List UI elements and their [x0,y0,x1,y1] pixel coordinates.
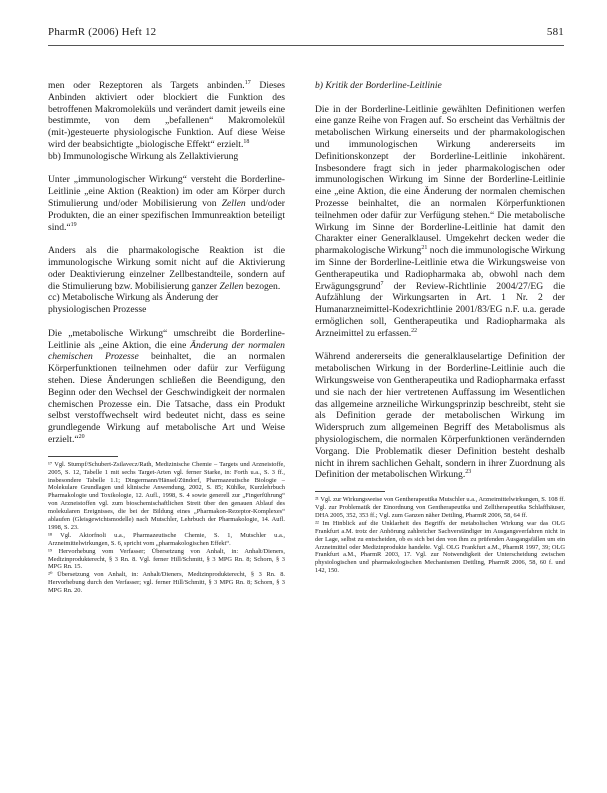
footnote-20: ²⁰ Übersetzung von Anhalt, in: Anhalt/Dieners, Medizinprodukterecht, § 3 Rn. 8. Hervorhebung durch den Verfasser; vgl. ferner Hill/Schmitt, § 3 MPG Rn. 8; Schorn, § 3 MPG Rn. 20. [48,571,285,595]
journal-citation: PharmR (2006) Heft 12 [48,26,157,38]
section-heading-cc-line2: physiologischen Prozesse [48,304,147,316]
section-heading-bb: bb) Immunologische Wirkung als Zellaktivierung [48,150,239,162]
paragraph-kritik: Die in der Borderline-Leitlinie gewählten Definitionen werfen eine ganze Reihe von Fragen auf. So erscheint das Verhältnis der metabolischen Wirkung einerseits und der pharmakologischen und immunologischen Wirkung andererseits im Definitionskonzept der Borderline-Leitlinie inkohärent. Insbesondere fragt sich in jeder pharmakologischen oder immunologischen Wirkung im Sinne der Borderline-Leitlinie eine „eine Aktion, die eine Änderung der normalen chemischen Prozesse beinhaltet, die an normalen Körperfunktionen teilnehmen oder dafür zur Verfügung stehen.“ Die metabolische Wirkung im Sinne der Borderline-Leitlinie hat damit den Charakter einer Generalklausel. Umgekehrt decken weder die pharmakologische Wirkung$^{21}$ noch die immunologische Wirkung im Sinne der Borderline-Leitlinie etwa die Wirkungsweise von Gentherapeutika und Radiopharmaka ab, obwohl nach dem Erwägungsgrund$^7$ der Review-Richtlinie 2004/27/EG die Aufzählung der Wirkungsarten in Art. 1 Nr. 2 der Humanarzneimittel-Kodexrichtlinie 2001/83/EG n.F. u.a. gerade ermöglichen soll, Gentherapeutika und Radiopharmaka als Arzneimittel zu erfassen.$^{22}$ [315,103,565,339]
right-column [315,80,565,575]
footnote-19: ¹⁹ Hervorhebung vom Verfasser; Übersetzung von Anhalt, in: Anhalt/Dieners, Medizinprodukterecht, § 3 Rn. 8. Vgl. ferner Hill/Schmitt, § 3 MPG Rn. 8; Schorn, § 3 MPG Rn. 15. [48,547,285,571]
footnote-17: ¹⁷ Vgl. Stumpf/Schubert-Zsilavecz/Rath, Medizinische Chemie – Targets und Arzneistoffe, 2005, S. 12, Tabelle 1 mit sechs Target-Arten vgl. ferner Starke, in: Forth u.a., S. 3 ff., insbesondere Tabelle 1.1; Dingermann/Hänsel/Zündorf, Pharmazeutische Biologie – Molekulare Grundlagen und klinische Anwendung, 2002, S. 85; Kühlke, Kurzlehrbuch Pharmakologie und Toxikologie, 12. Aufl., 1998, S. 4 sowie generell zur „Fingerführung“ von Arzneistoffen vgl. zum bioschemischaftlichen Streit über den genauen Ablauf des molekularen Ereignisses, die bei der Bildung eines „Pharmakon-Rezeptor-Komplexes“ ablaufen (Gleisgewichtsmodelle) nach Mutschler, Lehrbuch der Pharmakologie, 14. Aufl. 1998, S. 23. [48,460,285,531]
paragraph-immunologisch: Unter „immunologischer Wirkung“ versteht die Borderline-Leitlinie „eine Aktion (Reaktion) im oder am Körper durch Stimulierung und/oder Mobilisierung von Zellen und/oder Produkten, die an einer spezifischen Immunreaktion beteiligt sind.“$^{19}$ [48,174,285,233]
header-rule [48,45,564,46]
paragraph-anders: Anders als die pharmakologische Reaktion ist die immunologische Wirkung somit nicht auf die Aktivierung oder Deaktivierung einzelner Zellbestandteile, sondern auf die Stimulierung bzw. Mobilisierung ganzer Zellen bezogen. [48,245,285,292]
paragraph-metabolisch: Die „metabolische Wirkung“ umschreibt die Borderline-Leitlinie als „eine Aktion, die eine Änderung der normalen chemischen Prozesse beinhaltet, die an normalen Körperfunktionen teilnehmen oder dafür zur Verfügung stehen. Diese Änderungen schließen die Beendigung, den Beginn oder den Wechsel der Geschwindigkeit der normalen chemischen Prozesse ein. Die Tatsache, dass ein Produkt selbst verstoffwechselt wird bedeutet nicht, dass es seine grundlegende Wirkung auf metabolische Art und Weise erzielt.“$^{20}$ [48,327,286,445]
section-heading-b: b) Kritik der Borderline-Leitlinie [315,80,442,91]
paragraph-waehrend: Während andererseits die generalklauselartige Definition der metabolischen Wirkung in der Borderline-Leitlinie auch die Wirkungsweise von Gentherapeutika und Radiopharmaka erfasst und sie nach der hier vertretenen Auffassung im Wesentlichen das allgemeine arzneiliche Wirkungsprinzip beschreibt, steht sie als Definition gerade der metabolischen Wirkung im Widerspruch zum allgemeinen Begriff des Metabolismus als physiologischem, die normalen Körperfunktionen verändernden Vorgang. Die Problematik dieser Definition besteht deshalb nicht in ihrem sachlichen Gehalt, sondern in ihrer Zuordnung als Definition der metabolischen Wirkung.$^{23}$ [315,351,565,481]
page-number: 581 [546,26,564,38]
footnote-21: ²¹ Vgl. zur Wirkungsweise von Gentherapeutika Mutschler u.a., Arzneimittelwirkungen, S. 108 ff. Vgl. zur Problematik der Einordnung von Gentherapeutika und Zelltherapeutika Schlaffhäuser, DHA 2005, 352, 353 ff.; Vgl. zum Ganzen näher Dettling, PharmR 2006, 58, 64 ff. [315,496,565,519]
section-heading-cc-line1: cc) Metabolische Wirkung als Änderung der [48,292,219,304]
footnote-18: ¹⁸ Vgl. Aktorfnoli u.a., Pharmazeutische Chemie, S. 1, Mutschler u.a., Arzneimittelwirkungen, S. 6, spricht vom „pharmakologischen Effekt“. [48,531,285,547]
footnote-rule [315,491,385,492]
running-header [48,26,564,42]
footnote-rule [48,456,118,457]
left-column [48,80,285,595]
footnote-22: ²² Im Hinblick auf die Unklarheit des Begriffs der metabolischen Wirkung war das OLG Frankfurt a.M. trotz der Anhörung zahlreicher Sachverständiger im Ausgangsverfahren nicht in der Lage, selbst zu entscheiden, ob es sich bei den von ihm zu prüfenden Ausgangsfällen um ein Arzneimittel oder Medizinprodukte handelte. Vgl. OLG Frankfurt a.M., PharmR 1997, 39; OLG Frankfurt a.M., PharmR 2003, 17. Vgl. zur Notwendigkeit der Unterscheidung zwischen physiologischen und pharmakologischen Mechanismen Dettling, PharmR 2006, 58, 60 f. und 142, 150. [315,519,565,575]
paragraph-targets: men oder Rezeptoren als Targets anbinden.$^{17}$ Dieses Anbinden aktiviert oder blockiert die Funktion des betroffenen Makromoleküls und verändert damit jeweils eine bestimmte, von dem „befallenen“ Makromolekül (mit-)gesteuerte physiologische Funktion. Auf diese Weise wird der beabsichtigte „biologische Effekt“ erzielt.$^{18}$ [48,80,285,150]
